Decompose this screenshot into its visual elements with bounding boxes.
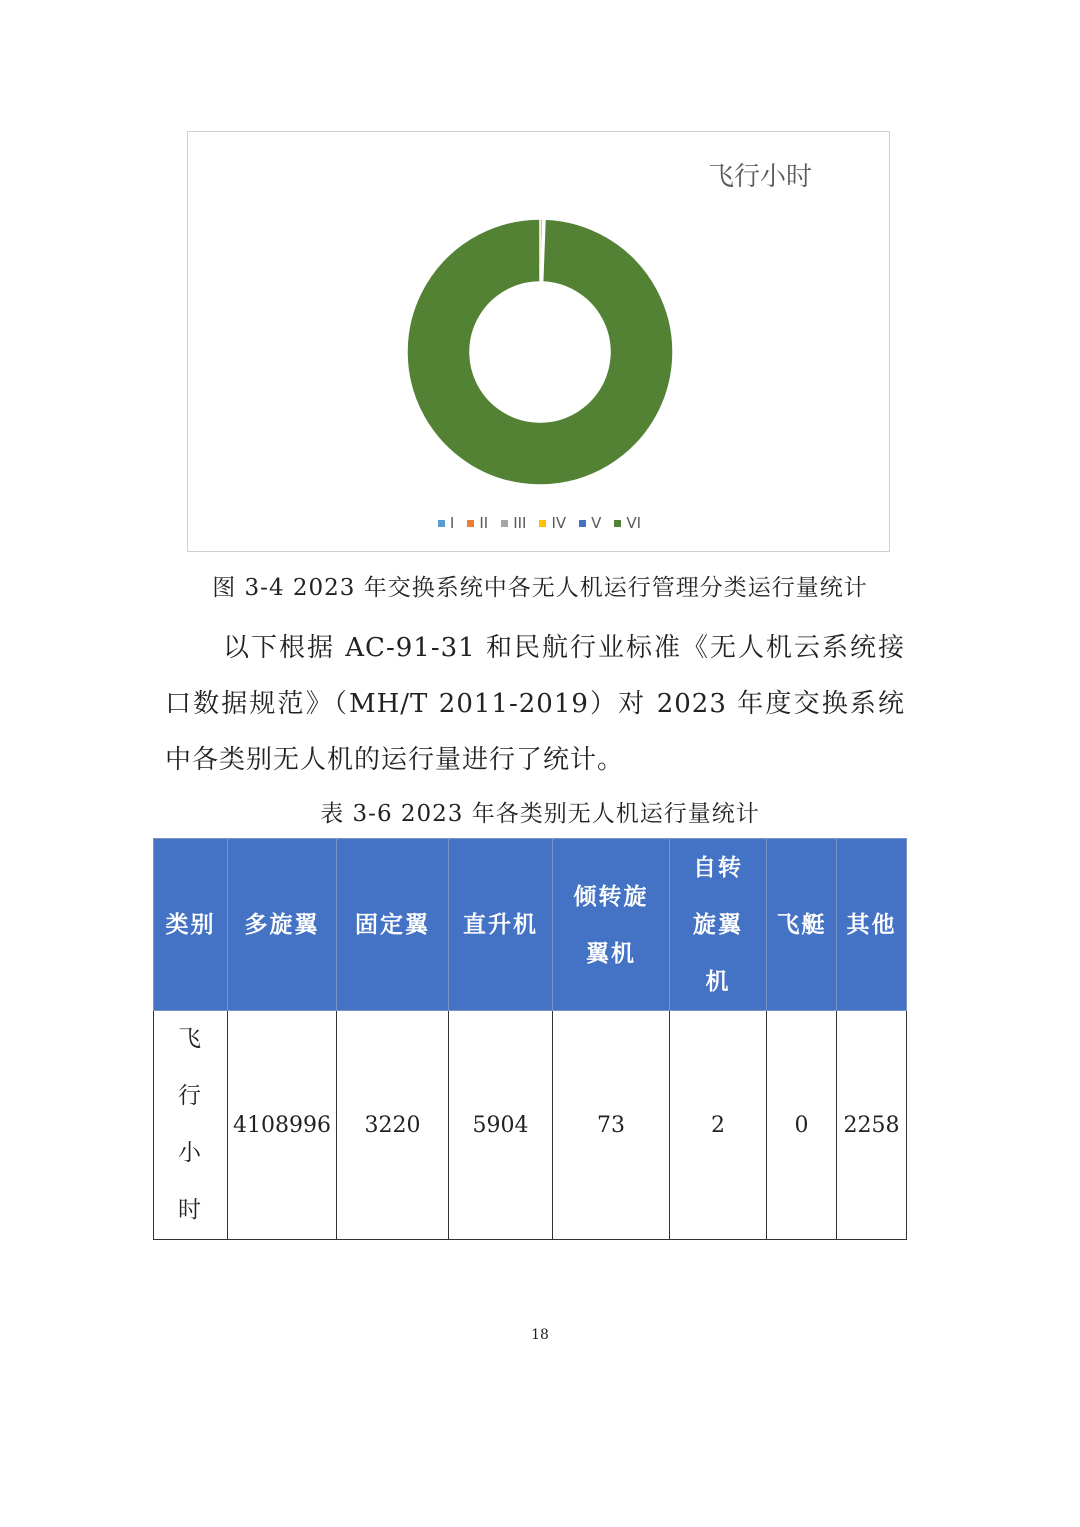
legend-label: II	[479, 514, 489, 532]
header-category: 类别	[154, 839, 228, 1011]
legend-item-IV	[539, 514, 566, 532]
chart-title: 飞行小时	[707, 162, 812, 192]
cell-helicopter: 5904	[449, 1011, 553, 1240]
cell-autogyro: 2	[670, 1011, 767, 1240]
header-airship: 飞艇	[767, 839, 837, 1011]
donut-chart-svg	[188, 132, 891, 553]
legend-label: III	[513, 514, 527, 532]
legend-swatch	[467, 520, 474, 527]
donut-slice-VI	[407, 219, 673, 485]
cell-fixed-wing: 3220	[337, 1011, 449, 1240]
header-other: 其他	[837, 839, 907, 1011]
legend-swatch	[438, 520, 445, 527]
header-autogyro: 自转旋翼机	[670, 839, 767, 1011]
cell-multirotor: 4108996	[228, 1011, 337, 1240]
legend-item-VI	[614, 514, 641, 532]
legend-swatch	[539, 520, 546, 527]
legend-item-III	[501, 514, 526, 532]
row-label-flight-hours: 飞行小时	[154, 1011, 228, 1240]
legend-swatch	[501, 520, 508, 527]
chart-legend	[188, 514, 891, 532]
cell-other: 2258	[837, 1011, 907, 1240]
legend-label: IV	[551, 514, 567, 532]
table-row	[154, 1011, 907, 1240]
figure-caption: 图 3-4 2023 年交换系统中各无人机运行管理分类运行量统计	[212, 575, 868, 601]
body-paragraph	[165, 620, 905, 788]
page-number: 18	[531, 1327, 549, 1343]
paragraph-text: 以下根据 AC-91-31 和民航行业标准《无人机云系统接口数据规范》（MH/T 2011-2019）对 2023 年度交换系统中各类别无人机的运行量进行了统计。	[165, 633, 905, 775]
table-caption: 表 3-6 2023 年各类别无人机运行量统计	[320, 801, 760, 827]
legend-label: VI	[626, 514, 642, 532]
stats-table	[153, 838, 907, 1240]
header-helicopter: 直升机	[449, 839, 553, 1011]
legend-item-V	[579, 514, 601, 532]
table-header-row	[154, 839, 907, 1011]
header-tiltrotor: 倾转旋翼机	[553, 839, 670, 1011]
legend-label: V	[591, 514, 602, 532]
legend-label: I	[449, 514, 455, 532]
legend-swatch	[579, 520, 586, 527]
legend-swatch	[614, 520, 621, 527]
legend-item-II	[467, 514, 488, 532]
header-fixed-wing: 固定翼	[337, 839, 449, 1011]
cell-airship: 0	[767, 1011, 837, 1240]
legend-item-I	[438, 514, 454, 532]
cell-tiltrotor: 73	[553, 1011, 670, 1240]
header-multirotor: 多旋翼	[228, 839, 337, 1011]
donut-chart	[187, 131, 890, 552]
